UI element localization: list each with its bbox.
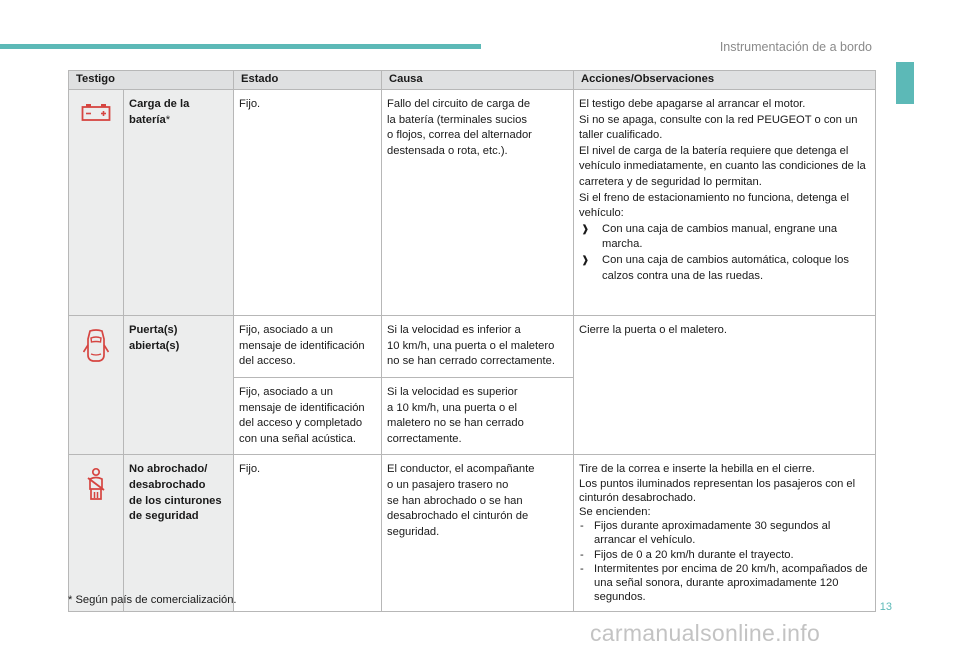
warning-name-line: de los cinturones bbox=[129, 494, 222, 507]
warning-name-text: Carga de la batería bbox=[129, 98, 190, 126]
causa-line: El conductor, el acompañante bbox=[387, 463, 535, 476]
battery-icon bbox=[81, 102, 111, 122]
col-header-testigo: Testigo bbox=[69, 71, 234, 90]
warning-name bbox=[124, 90, 234, 316]
causa-line: o un pasajero trasero no bbox=[387, 478, 509, 491]
estado-line: con una señal acústica. bbox=[239, 432, 356, 445]
causa-cell bbox=[382, 378, 574, 455]
warning-name bbox=[124, 455, 234, 612]
causa-line: o flojos, correa del alternador bbox=[387, 129, 532, 142]
dash-item: - Intermitentes por encima de 20 km/h, acompañados de una señal sonora, durante aproximadamente 120 segundos. bbox=[579, 562, 870, 605]
bullet-list bbox=[579, 222, 870, 284]
causa-line: maletero no se han cerrado bbox=[387, 417, 524, 430]
causa-line: Si la velocidad es superior bbox=[387, 386, 518, 398]
acciones-text: Si el freno de estacionamiento no funciona, detenga el vehículo: bbox=[579, 191, 849, 220]
causa-line: Si la velocidad es inferior a bbox=[387, 324, 521, 336]
causa-line: se han abrochado o se han bbox=[387, 494, 523, 507]
col-header-causa: Causa bbox=[382, 71, 574, 90]
warning-lights-table bbox=[68, 70, 876, 612]
acciones-text: Si no se apaga, consulte con la red PEUGEOT o con un taller cualificado. bbox=[579, 113, 858, 142]
warning-name-line: desabrochado bbox=[129, 478, 206, 491]
causa-cell bbox=[382, 316, 574, 378]
col-header-acciones: Acciones/Observaciones bbox=[574, 71, 876, 90]
causa-line: a 10 km/h, una puerta o el bbox=[387, 401, 517, 414]
seatbelt-icon-cell bbox=[69, 455, 124, 612]
causa-line: seguridad. bbox=[387, 525, 440, 538]
footnote-marker: * bbox=[165, 113, 171, 126]
acciones-text: Se encienden: bbox=[579, 505, 651, 518]
footnote: * Según país de comercialización. bbox=[68, 594, 237, 606]
acciones-cell bbox=[574, 90, 876, 316]
warning-name: Puerta(s) abierta(s) bbox=[124, 316, 234, 455]
estado-cell bbox=[234, 316, 382, 378]
causa-line: 10 km/h, una puerta o el maletero bbox=[387, 339, 555, 352]
causa-line: la batería (terminales sucios bbox=[387, 113, 527, 126]
dash-item: - Fijos durante aproximadamente 30 segundos al arrancar el vehículo. bbox=[579, 519, 870, 547]
dash-list bbox=[579, 519, 870, 604]
acciones-cell: Cierre la puerta o el maletero. bbox=[574, 316, 876, 455]
col-header-estado: Estado bbox=[234, 71, 382, 90]
estado-line: del acceso. bbox=[239, 355, 296, 368]
acciones-cell bbox=[574, 455, 876, 612]
door-icon-cell bbox=[69, 316, 124, 455]
table-row bbox=[69, 316, 876, 378]
section-title: Instrumentación de a bordo bbox=[719, 40, 872, 54]
causa-line: Fallo del circuito de carga de bbox=[387, 98, 531, 110]
chapter-marker bbox=[896, 62, 914, 104]
warning-name-line: No abrochado/ bbox=[129, 463, 208, 476]
acciones-text: Los puntos iluminados representan los pasajeros con el cinturón desabrochado. bbox=[579, 477, 856, 504]
estado-line: Fijo, asociado a un bbox=[239, 324, 333, 336]
battery-icon-cell bbox=[69, 90, 124, 316]
bullet-item: ❱ Con una caja de cambios automática, coloque los calzos contra una de las ruedas. bbox=[579, 253, 870, 284]
header-accent-bar bbox=[0, 44, 481, 49]
bullet-item: ❱ Con una caja de cambios manual, engrane una marcha. bbox=[579, 222, 870, 253]
acciones-text: Tire de la correa e inserte la hebilla en el cierre. bbox=[579, 463, 815, 476]
seatbelt-icon bbox=[84, 467, 108, 501]
table-row bbox=[69, 90, 876, 316]
watermark: carmanualsonline.info bbox=[590, 620, 821, 646]
estado-line: del acceso y completado bbox=[239, 417, 363, 430]
causa-line: desabrochado el cinturón de bbox=[387, 510, 529, 523]
causa-cell bbox=[382, 455, 574, 612]
causa-line: destensada o rota, etc.). bbox=[387, 144, 508, 157]
estado-cell bbox=[234, 378, 382, 455]
causa-cell bbox=[382, 90, 574, 316]
door-open-icon bbox=[83, 328, 109, 364]
estado-line: mensaje de identificación bbox=[239, 339, 365, 352]
estado-cell: Fijo. bbox=[234, 455, 382, 612]
table-header-row bbox=[69, 71, 876, 90]
table-row bbox=[69, 455, 876, 612]
warning-name-line: de seguridad bbox=[129, 510, 199, 523]
estado-cell: Fijo. bbox=[234, 90, 382, 316]
acciones-text: El testigo debe apagarse al arrancar el motor. bbox=[579, 98, 806, 110]
acciones-text: El nivel de carga de la batería requiere que detenga el vehículo inmediatamente, en cuanto las condiciones de la carretera y de seguridad lo permitan. bbox=[579, 144, 866, 188]
causa-line: correctamente. bbox=[387, 432, 462, 445]
dash-item: - Fijos de 0 a 20 km/h durante el trayecto. bbox=[579, 548, 870, 562]
page-number: 13 bbox=[879, 601, 892, 613]
causa-line: no se han cerrado correctamente. bbox=[387, 355, 555, 368]
estado-line: Fijo, asociado a un bbox=[239, 386, 333, 398]
estado-line: mensaje de identificación bbox=[239, 401, 365, 414]
